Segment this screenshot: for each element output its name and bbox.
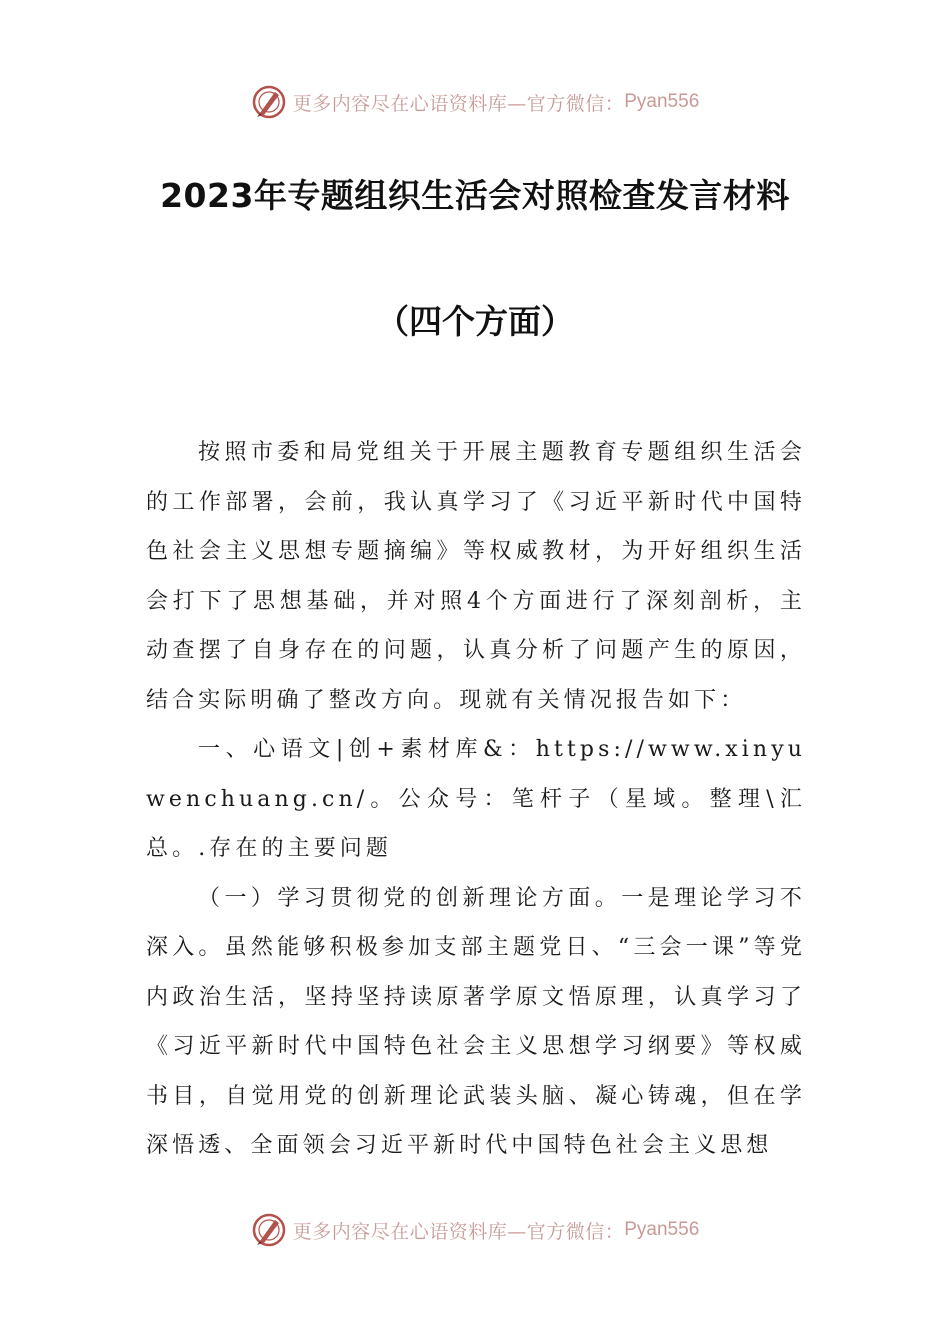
watermark-wechat-id: Pyan556 — [624, 1219, 700, 1240]
document-title: 2023年专题组织生活会对照检查发言材料 — [160, 176, 790, 215]
watermark-text: 更多内容尽在心语资料库—官方微信： — [292, 92, 625, 115]
paragraph-section-heading: 一、心语文|创+素材库&：https://www.xinyuwenchuang.cn/。公众号：笔杆子（星域。整理\汇总。.存在的主要问题 — [146, 737, 806, 861]
pen-circle-logo-icon — [251, 1212, 287, 1248]
watermark-wechat-id: Pyan556 — [624, 91, 700, 112]
watermark-text: 更多内容尽在心语资料库—官方微信： — [292, 1220, 625, 1243]
watermark-footer — [0, 1208, 950, 1252]
watermark-header — [0, 80, 950, 124]
pen-circle-logo-icon — [251, 84, 287, 120]
document-body — [146, 428, 806, 1171]
paragraph-point-one: （一）学习贯彻党的创新理论方面。一是理论学习不深入。虽然能够积极参加支部主题党日、“三会一课”等党内政治生活，坚持坚持读原著学原文悟原理，认真学习了《习近平新时代中国特色社会主义思想学习纲要》等权威书目，自觉用党的创新理论武装头脑、凝心铸魂，但在学深悟透、全面领会习近平新时代中国特色社会主义思想 — [146, 885, 806, 1158]
paragraph-intro: 按照市委和局党组关于开展主题教育专题组织生活会的工作部署，会前，我认真学习了《习近平新时代中国特色社会主义思想专题摘编》等权威教材，为开好组织生活会打下了思想基础，并对照4个方面进行了深刻剖析，主动查摆了自身存在的问题，认真分析了问题产生的原因，结合实际明确了整改方向。现就有关情况报告如下： — [146, 440, 806, 713]
document-subtitle: （四个方面） — [376, 302, 574, 341]
